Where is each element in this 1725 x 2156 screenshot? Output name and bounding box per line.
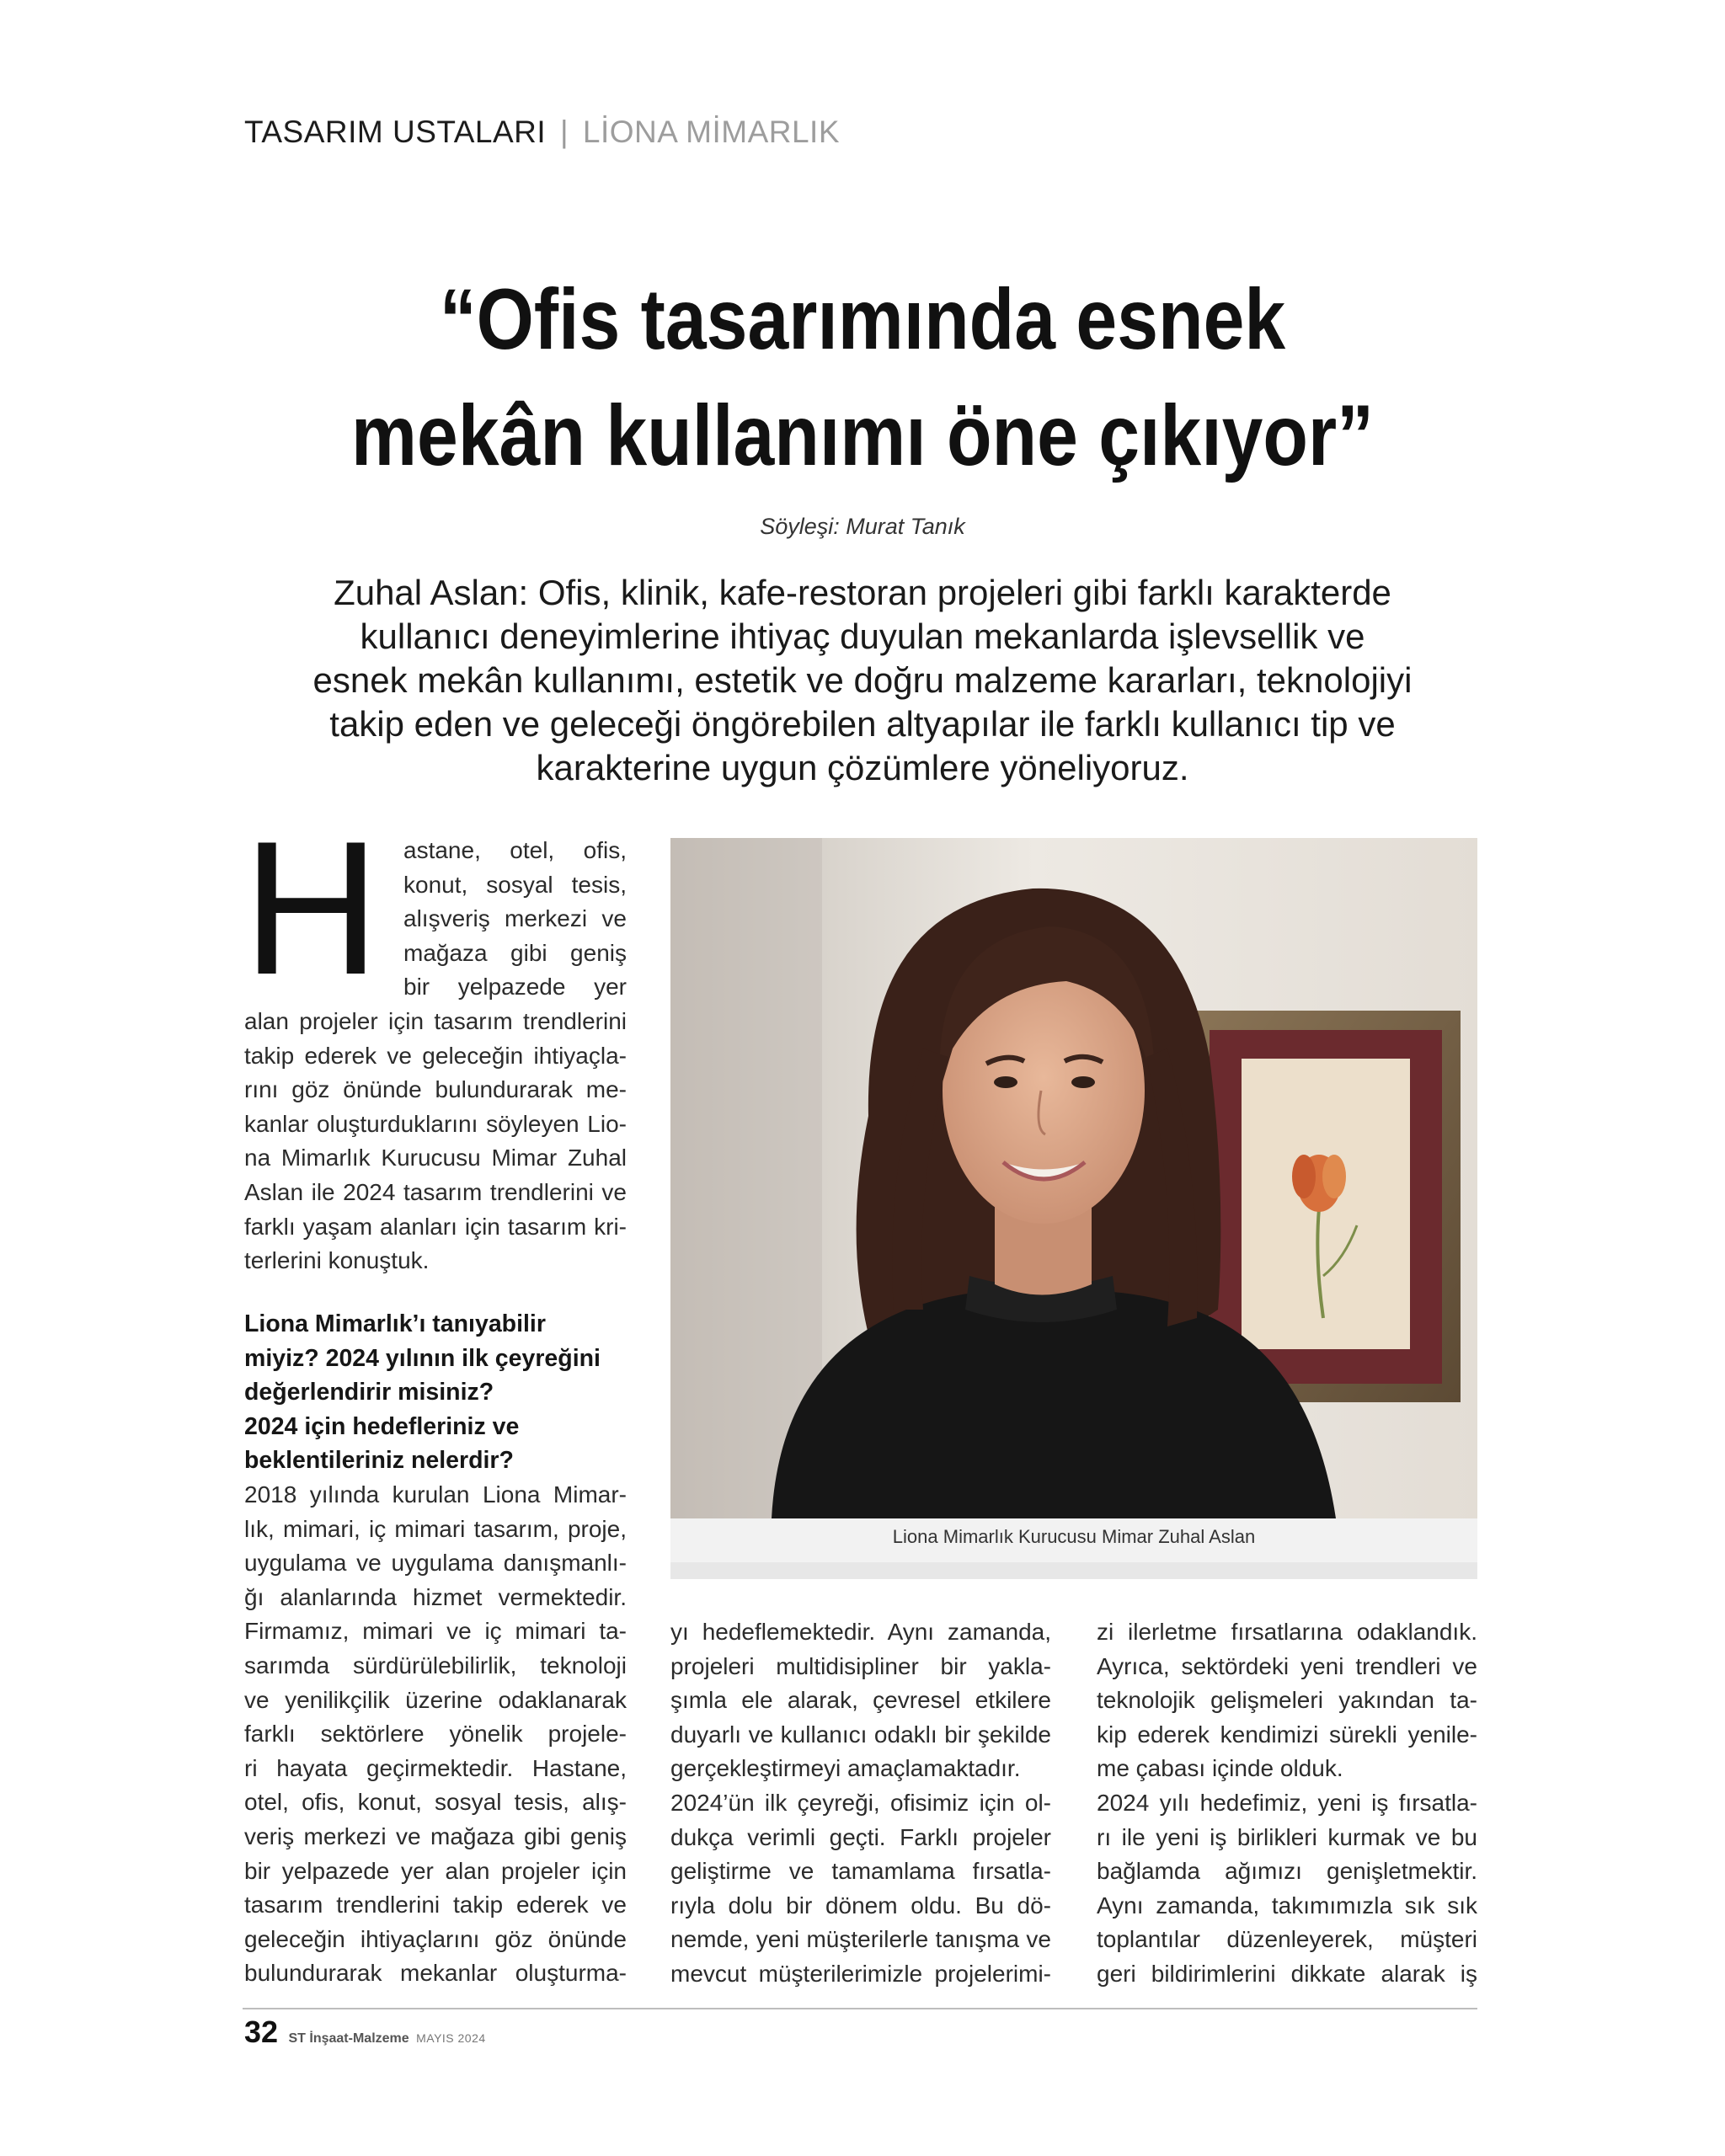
- lead-line: kanlar oluşturduklarını söyleyen Lio-: [244, 1110, 627, 1137]
- lead-line: alışveriş merkezi ve: [403, 905, 627, 932]
- answer-line: 2018 yılında kurulan Liona Mimar-: [244, 1481, 627, 1508]
- answer-line: otel, ofis, konut, sosyal tesis, alış-: [244, 1789, 627, 1816]
- answer-line: ri hayata geçirmektedir. Hastane,: [244, 1754, 627, 1781]
- lead-line: Aslan ile 2024 tasarım trendlerini ve: [244, 1178, 627, 1205]
- lead-line: rını göz önünde bulundurarak me-: [244, 1076, 627, 1103]
- answer-line: ğı alanlarında hizmet vermektedir.: [244, 1583, 627, 1610]
- photo-caption: Liona Mimarlık Kurucusu Mimar Zuhal Aslan: [892, 1526, 1256, 1547]
- lead-indented: [403, 834, 627, 1005]
- question-line: 2024 için hedefleriniz ve: [244, 1412, 520, 1440]
- body-line: zi ilerletme fırsatlarına odaklandık.: [1097, 1619, 1477, 1645]
- body-line: bağlamda ağımızı genişletmektir.: [1097, 1858, 1477, 1885]
- byline: Söyleşi: Murat Tanık: [760, 514, 965, 539]
- body-line: dukça verimli geçti. Farklı projeler: [670, 1823, 1051, 1850]
- intro-line: takip eden ve geleceği öngörebilen altyapılar ile farklı kullanıcı tip ve: [329, 704, 1396, 744]
- intro-line: Zuhal Aslan: Ofis, klinik, kafe-restoran projeleri gibi farklı karakterde: [334, 573, 1391, 612]
- issue-date: MAYIS 2024: [416, 2031, 486, 2045]
- body-line: mevcut müşterilerimizle projelerimi-: [670, 1960, 1051, 1987]
- body-line: rı ile yeni iş birlikleri kurmak ve bu: [1097, 1823, 1477, 1850]
- lead-line: alan projeler için tasarım trendlerini: [244, 1008, 627, 1034]
- body-line: kip ederek kendimizi sürekli yenile-: [1097, 1721, 1477, 1748]
- intro-line: karakterine uygun çözümlere yöneliyoruz.: [536, 748, 1189, 787]
- body-line: Ayrıca, sektördeki yeni trendleri ve: [1097, 1652, 1477, 1679]
- question-line: miyiz? 2024 yılının ilk çeyreğini: [244, 1344, 601, 1372]
- headline-line: mekân kullanımı öne çıkıyor”: [351, 387, 1374, 483]
- lead-line: takip ederek ve geleceğin ihtiyaçla-: [244, 1042, 627, 1069]
- body-column-3: [1097, 1615, 1477, 1992]
- lead-line: konut, sosyal tesis,: [403, 871, 627, 898]
- body-line: nemde, yeni müşterilerle tanışma ve: [670, 1926, 1051, 1953]
- headline-line: “Ofis tasarımında esnek: [439, 271, 1286, 367]
- intro-line: esnek mekân kullanımı, estetik ve doğru malzeme kararları, teknolojiyi: [312, 660, 1413, 700]
- answer-line: geleceğin ihtiyaçlarını göz önünde: [244, 1925, 627, 1952]
- body-column-2: [670, 1615, 1051, 1992]
- answer-line: sarımda sürdürülebilirlik, teknoloji: [244, 1652, 627, 1678]
- lead-line: mağaza gibi geniş: [403, 939, 627, 966]
- question-line: değerlendirir misiniz?: [244, 1379, 494, 1406]
- answer-line: tasarım trendlerini takip ederek ve: [244, 1892, 627, 1919]
- article-headline: [251, 261, 1474, 494]
- page-number: 32: [244, 2015, 279, 2049]
- body-line: gerçekleştirmeyi amaçlamaktadır.: [670, 1755, 1021, 1782]
- lead-line: astane, otel, ofis,: [403, 837, 627, 863]
- body-line: şımla ele alarak, çevresel etkilere: [670, 1687, 1051, 1714]
- portrait-photo: [670, 838, 1477, 1518]
- body-line: toplantılar düzenleyerek, müşteri: [1097, 1926, 1477, 1953]
- body-line: geri bildirimlerini dikkate alarak iş: [1097, 1960, 1477, 1987]
- body-line: duyarlı ve kullanıcı odaklı bir şekilde: [670, 1721, 1051, 1748]
- section-subtitle: LİONA MİMARLIK: [582, 115, 841, 149]
- answer-line: lık, mimari, iç mimari tasarım, proje,: [244, 1515, 627, 1542]
- body-line: 2024’ün ilk çeyreği, ofisimiz için ol-: [670, 1789, 1051, 1816]
- intro-line: kullanıcı deneyimlerine ihtiyaç duyulan mekanlarda işlevsellik ve: [360, 616, 1365, 656]
- body-line: rıyla dolu bir dönem oldu. Bu dö-: [670, 1892, 1051, 1919]
- answer-line: bulundurarak mekanlar oluşturma-: [244, 1960, 627, 1987]
- answer-line: farklı sektörlere yönelik projele-: [244, 1721, 627, 1748]
- body-line: teknolojik gelişmeleri yakından ta-: [1097, 1687, 1477, 1714]
- intro-paragraph: [236, 571, 1489, 790]
- answer-line: veriş merkezi ve mağaza gibi geniş: [244, 1822, 627, 1849]
- drop-cap: H: [243, 801, 381, 1014]
- section-separator: |: [559, 115, 569, 149]
- lead-line: bir yelpazede yer: [403, 974, 627, 1001]
- section-header: [244, 115, 840, 150]
- section-title: TASARIM USTALARI: [244, 115, 547, 149]
- footer-rule: [243, 2008, 1477, 2009]
- body-line: geliştirme ve tamamlama fırsatla-: [670, 1858, 1051, 1885]
- answer-column-1: [244, 1478, 627, 1991]
- answer-line: Firmamız, mimari ve iç mimari ta-: [244, 1618, 627, 1645]
- body-line: projeleri multidisipliner bir yakla-: [670, 1652, 1051, 1679]
- portrait-illustration: [670, 838, 1477, 1518]
- lead-body: [244, 1005, 627, 1278]
- body-line: me çabası içinde olduk.: [1097, 1755, 1343, 1782]
- interview-question: [244, 1307, 632, 1478]
- lead-line: farklı yaşam alanları için tasarım kri-: [244, 1213, 627, 1240]
- body-line: yı hedeflemektedir. Aynı zamanda,: [670, 1619, 1051, 1645]
- lead-line: na Mimarlık Kurucusu Mimar Zuhal: [244, 1145, 627, 1171]
- answer-line: bir yelpazede yer alan projeler için: [244, 1857, 627, 1884]
- question-line: Liona Mimarlık’ı tanıyabilir: [244, 1310, 546, 1337]
- page-footer: [244, 2015, 486, 2050]
- magazine-name: ST İnşaat-Malzeme: [288, 2031, 409, 2046]
- body-line: 2024 yılı hedefimiz, yeni iş fırsatla-: [1097, 1789, 1477, 1816]
- question-line: beklentileriniz nelerdir?: [244, 1447, 514, 1475]
- body-line: Aynı zamanda, takımımızla sık sık: [1097, 1892, 1477, 1919]
- answer-line: ve yenilikçilik üzerine odaklanarak: [244, 1686, 627, 1713]
- lead-line: terlerini konuştuk.: [244, 1247, 430, 1274]
- answer-line: uygulama ve uygulama danışmanlı-: [244, 1550, 627, 1577]
